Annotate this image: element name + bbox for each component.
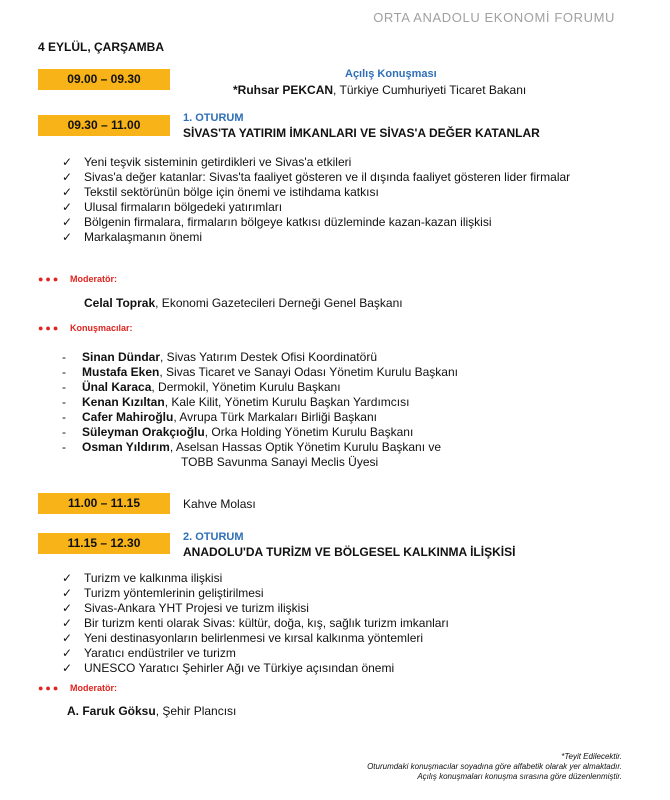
opening-time-badge: 09.00 – 09.30	[38, 69, 170, 90]
checkmark-icon: ✓	[62, 661, 73, 675]
session2-topic-list	[62, 571, 602, 676]
checkmark-icon: ✓	[62, 215, 73, 229]
dash-bullet: -	[62, 440, 66, 454]
list-item: ✓ Sivas-Ankara YHT Projesi ve turizm ilişkisi	[62, 601, 309, 615]
dash-bullet: -	[62, 425, 66, 439]
list-item: ✓ Markalaşmanın önemi	[62, 230, 203, 244]
moderator-role: , Ekonomi Gazetecileri Derneği Genel Başkanı	[155, 296, 403, 310]
session2-title: ANADOLU'DA TURİZM VE BÖLGESEL KALKINMA İLİŞKİSİ	[183, 545, 516, 559]
footnote: Oturumdaki konuşmacılar soyadına göre alfabetik olarak yer almaktadır.	[367, 762, 622, 771]
opening-speaker	[233, 83, 526, 97]
session1-topic-list	[62, 155, 602, 245]
dash-bullet: -	[62, 380, 66, 394]
list-item: ✓ Ulusal firmaların bölgedeki yatırımları	[62, 200, 283, 214]
checkmark-icon: ✓	[62, 601, 73, 615]
session1-title: SİVAS'TA YATIRIM İMKANLARI VE SİVAS'A DEĞER KATANLAR	[183, 126, 540, 140]
checkmark-icon: ✓	[62, 646, 73, 660]
list-item: - Osman Yıldırım, Aselsan Hassas Optik Yönetim Kurulu Başkanı ve TOBB Savunma Sanayi Meclis Üyesi	[62, 440, 442, 469]
list-item: ✓ Yeni destinasyonların belirlenmesi ve kırsal kalkınma yöntemleri	[62, 631, 424, 645]
checkmark-icon: ✓	[62, 631, 73, 645]
forum-title: ORTA ANADOLU EKONOMİ FORUMU	[373, 10, 615, 25]
footnote: *Teyit Edilecektir.	[561, 752, 622, 761]
session1-moderator	[84, 296, 403, 310]
opening-speaker-role: , Türkiye Cumhuriyeti Ticaret Bakanı	[333, 83, 527, 97]
bullet-dots-icon: ●●●	[38, 683, 61, 693]
footnote: Açılış konuşmaları konuşma sırasına göre düzenlenmiştir.	[417, 772, 622, 781]
session2-moderator	[67, 704, 236, 718]
opening-title: Açılış Konuşması	[345, 68, 437, 80]
list-item: - Mustafa Eken, Sivas Ticaret ve Sanayi Odası Yönetim Kurulu Başkanı	[62, 365, 458, 379]
list-item: - Cafer Mahiroğlu, Avrupa Türk Markaları Birliği Başkanı	[62, 410, 377, 424]
dash-bullet: -	[62, 395, 66, 409]
moderator-name: A. Faruk Göksu	[67, 704, 156, 718]
list-item: ✓ Tekstil sektörünün bölge için önemi ve istihdama katkısı	[62, 185, 379, 199]
list-item: ✓ UNESCO Yaratıcı Şehirler Ağı ve Türkiye açısından önemi	[62, 661, 395, 675]
session1-time-badge: 09.30 – 11.00	[38, 115, 170, 136]
session2-time-badge: 11.15 – 12.30	[38, 533, 170, 554]
session1-label: 1. OTURUM	[183, 112, 244, 124]
opening-speaker-name: *Ruhsar PEKCAN	[233, 83, 334, 97]
checkmark-icon: ✓	[62, 586, 73, 600]
moderator-role: , Şehir Plancısı	[155, 704, 237, 718]
session1-speakers-heading: ●●● Konuşmacılar:	[38, 323, 133, 333]
checkmark-icon: ✓	[62, 230, 73, 244]
dash-bullet: -	[62, 350, 66, 364]
list-item: ✓ Turizm yöntemlerinin geliştirilmesi	[62, 586, 264, 600]
checkmark-icon: ✓	[62, 185, 73, 199]
footnotes	[367, 752, 622, 782]
day-heading: 4 EYLÜL, ÇARŞAMBA	[38, 40, 165, 54]
session2-moderator-heading: ●●● Moderatör:	[38, 683, 117, 693]
coffee-time-badge: 11.00 – 11.15	[38, 493, 170, 514]
checkmark-icon: ✓	[62, 155, 73, 169]
list-item: ✓ Bölgenin firmalara, firmaların bölgeye katkısı düzleminde kazan-kazan ilişkisi	[62, 215, 492, 229]
list-item: ✓ Bir turizm kenti olarak Sivas: kültür, doğa, kış, sağlık turizm imkanları	[62, 616, 449, 630]
checkmark-icon: ✓	[62, 571, 73, 585]
bullet-dots-icon: ●●●	[38, 274, 61, 284]
list-item: ✓ Yeni teşvik sisteminin getirdikleri ve Sivas'a etkileri	[62, 155, 352, 169]
bullet-dots-icon: ●●●	[38, 323, 61, 333]
list-item: - Süleyman Orakçıoğlu, Orka Holding Yönetim Kurulu Başkanı	[62, 425, 414, 439]
list-item: ✓ Turizm ve kalkınma ilişkisi	[62, 571, 223, 585]
list-item: - Sinan Dündar, Sivas Yatırım Destek Ofisi Koordinatörü	[62, 350, 377, 364]
list-item: ✓ Yaratıcı endüstriler ve turizm	[62, 646, 236, 660]
dash-bullet: -	[62, 410, 66, 424]
checkmark-icon: ✓	[62, 170, 73, 184]
checkmark-icon: ✓	[62, 616, 73, 630]
checkmark-icon: ✓	[62, 200, 73, 214]
moderator-name: Celal Toprak	[84, 296, 156, 310]
dash-bullet: -	[62, 365, 66, 379]
coffee-break-label: Kahve Molası	[183, 497, 256, 511]
list-item: - Ünal Karaca, Dermokil, Yönetim Kurulu Başkanı	[62, 380, 341, 394]
list-item: ✓ Sivas'a değer katanlar: Sivas'ta faaliyet gösteren ve il dışında faaliyet gösteren lider firmalar	[62, 170, 571, 184]
session2-label: 2. OTURUM	[183, 531, 244, 543]
session1-speaker-list	[62, 350, 602, 470]
list-item: - Kenan Kızıltan, Kale Kilit, Yönetim Kurulu Başkan Yardımcısı	[62, 395, 410, 409]
session1-moderator-heading: ●●● Moderatör:	[38, 274, 117, 284]
